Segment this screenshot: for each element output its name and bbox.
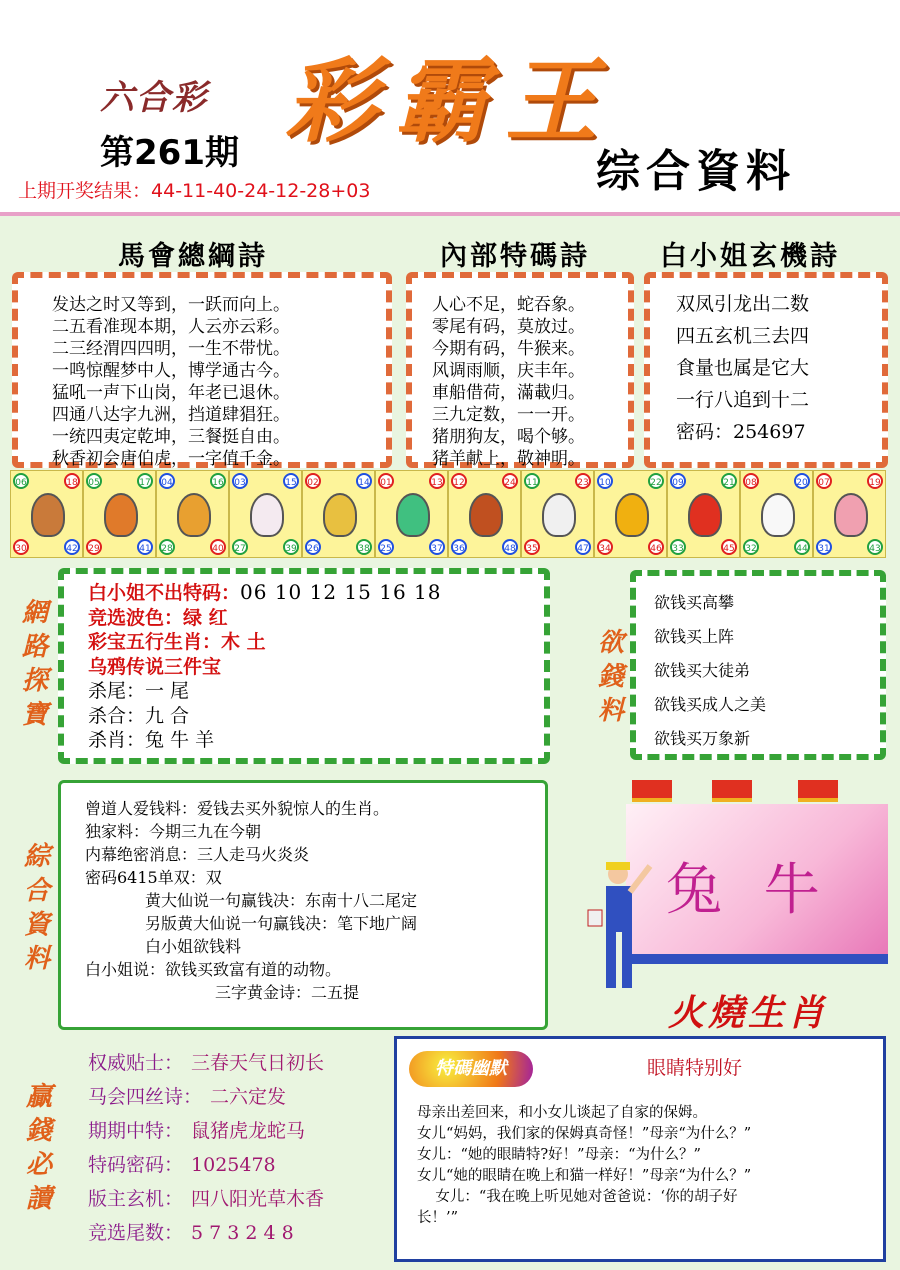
comprehensive-line: 曾道人爱钱料：爱钱去买外貌惊人的生肖。 [85, 799, 390, 818]
must-read-value: 1025478 [191, 1154, 276, 1176]
zodiac-number-ball: 20 [794, 473, 810, 489]
board-post-1 [632, 780, 672, 802]
issue-number: 第261期 [100, 133, 239, 173]
brand-small: 六合彩 [100, 78, 208, 118]
poem1-line: 一统四夷定乾坤，三餐挺自由。 [52, 427, 290, 447]
zodiac-number-ball: 40 [210, 539, 226, 555]
section-title-poem3: 白小姐玄機詩 [660, 241, 840, 272]
side-title-want-money: 欲錢料 [597, 628, 624, 726]
zodiac-number-ball: 06 [13, 473, 29, 489]
want-money-item: 欲钱买上阵 [654, 627, 735, 646]
zodiac-number-ball: 12 [451, 473, 467, 489]
poem2-line: 三九定数，一一开。 [432, 405, 585, 425]
zodiac-number-ball: 01 [378, 473, 394, 489]
comprehensive-line: 独家料：今期三九在今朝 [85, 822, 262, 841]
zodiac-animal-icon [323, 493, 357, 537]
zodiac-animal-icon [396, 493, 430, 537]
zodiac-number-ball: 37 [429, 539, 445, 555]
board-post-3 [798, 780, 838, 802]
last-result-value: 44-11-40-24-12-28+03 [151, 180, 371, 202]
poem2-line: 猪朋狗友，喝个够。 [432, 427, 585, 447]
zodiac-number-ball: 05 [86, 473, 102, 489]
zodiac-card [813, 470, 886, 558]
zodiac-card [667, 470, 740, 558]
last-result [18, 176, 370, 203]
humor-line: 长！’” [417, 1210, 459, 1226]
must-read-label: 马会四丝诗： [88, 1086, 203, 1108]
zodiac-number-ball: 39 [283, 539, 299, 555]
zodiac-number-ball: 11 [524, 473, 540, 489]
wave-color-line: 竞选波色：绿 红 [88, 606, 228, 629]
zodiac-card [83, 470, 156, 558]
section-title-poem1: 馬會總綱詩 [118, 241, 268, 272]
poem1-line: 发达之时又等到，一跃而向上。 [52, 295, 290, 315]
poem2-body [412, 278, 628, 470]
poem1-line: 二三经渭四四明，一生不带忧。 [52, 339, 290, 359]
zodiac-number-ball: 10 [597, 473, 613, 489]
poem3-line: 食量也属是它大 [676, 357, 810, 379]
poem3-line: 密码：254697 [676, 421, 806, 443]
poem2-line: 零尾有码，莫放过。 [432, 317, 585, 337]
want-money-item: 欲钱买万象新 [654, 729, 751, 748]
zodiac-animal-icon [615, 493, 649, 537]
comprehensive-line: 另版黄大仙说一句赢钱决：笔下地广阔 [145, 914, 418, 933]
comprehensive-line: 白小姐说：欲钱买致富有道的动物。 [85, 960, 342, 979]
zodiac-number-ball: 04 [159, 473, 175, 489]
must-read-row [88, 1080, 324, 1114]
poem2-frame [406, 272, 634, 468]
poem1-line: 秋香初会唐伯虎，一字值千金。 [52, 449, 290, 469]
zodiac-animal-icon [688, 493, 722, 537]
zodiac-number-ball: 22 [648, 473, 664, 489]
must-read-row [88, 1114, 324, 1148]
subtitle: 综合資料 [596, 146, 796, 197]
must-read-row [88, 1182, 324, 1216]
zodiac-number-ball: 27 [232, 539, 248, 555]
last-result-label: 上期开奖结果： [18, 180, 152, 202]
humor-text [417, 1103, 751, 1229]
side-title-must-read: 贏錢必讀 [25, 1082, 52, 1214]
zodiac-card [10, 470, 83, 558]
must-read-row [88, 1148, 324, 1182]
zodiac-number-ball: 34 [597, 539, 613, 555]
want-money-item: 欲钱买大徒弟 [654, 661, 751, 680]
zodiac-number-ball: 30 [13, 539, 29, 555]
section-title-poem2: 內部特碼詩 [440, 241, 590, 272]
side-title-net-treasure: 網路探寶 [21, 598, 48, 730]
zodiac-number-ball: 14 [356, 473, 372, 489]
zodiac-animal-icon [834, 493, 868, 537]
comprehensive-line: 密码6415单双：双 [85, 868, 222, 887]
want-money-item: 欲钱买成人之美 [654, 695, 767, 714]
side-title-comprehensive: 綜合資料 [23, 842, 50, 974]
must-read-value: 二六定发 [210, 1086, 287, 1108]
poem3-body [650, 278, 882, 448]
humor-line: 女儿：“她的眼睛特?好！”母亲：“为什么？” [417, 1147, 701, 1163]
zodiac-number-ball: 33 [670, 539, 686, 555]
zodiac-number-ball: 18 [64, 473, 80, 489]
zodiac-animal-icon [761, 493, 795, 537]
zodiac-number-ball: 24 [502, 473, 518, 489]
zodiac-card [229, 470, 302, 558]
crow-legend-line: 乌鸦传说三件宝 [88, 655, 222, 678]
humor-line: 女儿“妈妈，我们家的保姆真奇怪！”母亲“为什么？” [417, 1126, 752, 1142]
no-special-line [88, 580, 544, 606]
must-read-label: 竞选尾数： [88, 1222, 184, 1244]
zodiac-animal-icon [31, 493, 65, 537]
comprehensive-line: 黄大仙说一句赢钱决：东南十八二尾定 [145, 891, 418, 910]
zodiac-strip [10, 470, 890, 560]
zodiac-card [156, 470, 229, 558]
poem2-line: 車船借荷，滿載归。 [432, 383, 585, 403]
zodiac-number-ball: 38 [356, 539, 372, 555]
poem3-line: 四五玄机三去四 [676, 325, 810, 347]
humor-line: 母亲出差回来，和小女儿谈起了自家的保姆。 [417, 1105, 707, 1121]
zodiac-number-ball: 42 [64, 539, 80, 555]
billboard [626, 804, 888, 964]
kill-tail-line: 杀尾：一 尾 [88, 680, 190, 702]
zodiac-number-ball: 32 [743, 539, 759, 555]
no-special-label: 白小姐不出特码： [88, 582, 241, 604]
poem1-body [18, 278, 386, 470]
no-special-value: 06 10 12 15 16 18 [240, 580, 442, 604]
zodiac-number-ball: 16 [210, 473, 226, 489]
zodiac-number-ball: 46 [648, 539, 664, 555]
zodiac-card [448, 470, 521, 558]
zodiac-card [594, 470, 667, 558]
humor-title: 眼睛特别好 [647, 1057, 743, 1079]
zodiac-number-ball: 19 [867, 473, 883, 489]
billboard-text: 兔 牛 [666, 858, 832, 923]
zodiac-animal-icon [104, 493, 138, 537]
zodiac-animal-icon [250, 493, 284, 537]
poem3-line: 双凤引龙出二数 [676, 293, 810, 315]
header-divider [0, 212, 900, 216]
must-read-label: 版主玄机： [88, 1188, 184, 1210]
zodiac-number-ball: 09 [670, 473, 686, 489]
poem1-line: 四通八达字九洲，挡道肆猖狂。 [52, 405, 290, 425]
comprehensive-line: 内幕绝密消息：三人走马火炎炎 [85, 845, 310, 864]
poem2-line: 人心不足，蛇吞象。 [432, 295, 585, 315]
zodiac-number-ball: 15 [283, 473, 299, 489]
poem1-line: 一鸣惊醒梦中人，博学通古今。 [52, 361, 290, 381]
must-read-value: 5 7 3 2 4 8 [191, 1222, 294, 1244]
board-post-2 [712, 780, 752, 802]
zodiac-animal-icon [469, 493, 503, 537]
zodiac-card [302, 470, 375, 558]
want-money-item: 欲钱买高攀 [654, 593, 735, 612]
want-money-list [636, 576, 880, 756]
poem2-line: 猪羊献上，敬神明。 [432, 449, 585, 469]
kill-combo-line: 杀合：九 合 [88, 704, 190, 727]
zodiac-number-ball: 29 [86, 539, 102, 555]
brand-title: 彩霸王 [285, 47, 616, 155]
comprehensive-line: 白小姐欲钱料 [145, 937, 242, 956]
poem2-line: 风调雨顺，庆丰年。 [432, 361, 585, 381]
zodiac-number-ball: 02 [305, 473, 321, 489]
zodiac-number-ball: 17 [137, 473, 153, 489]
must-read-value: 鼠猪虎龙蛇马 [191, 1120, 306, 1142]
comprehensive-list [61, 783, 545, 1004]
zodiac-number-ball: 26 [305, 539, 321, 555]
must-read-value: 三春天气日初长 [191, 1052, 325, 1074]
five-elements-line: 彩宝五行生肖：木 土 [88, 631, 266, 653]
zodiac-number-ball: 23 [575, 473, 591, 489]
poem1-line: 二五看准现本期，人云亦云彩。 [52, 317, 290, 337]
zodiac-number-ball: 45 [721, 539, 737, 555]
zodiac-number-ball: 13 [429, 473, 445, 489]
painter-figure-icon [584, 860, 634, 1000]
zodiac-card [375, 470, 448, 558]
must-read-row [88, 1216, 324, 1250]
want-money-frame [630, 570, 886, 760]
zodiac-number-ball: 44 [794, 539, 810, 555]
poem2-line: 今期有码，牛猴来。 [432, 339, 585, 359]
zodiac-number-ball: 35 [524, 539, 540, 555]
humor-line: 女儿“她的眼睛在晚上和猫一样好！”母亲“为什么？” [417, 1168, 752, 1184]
poem1-line: 猛吼一声下山岗，年老已退休。 [52, 383, 290, 403]
zodiac-number-ball: 08 [743, 473, 759, 489]
must-read-label: 权威贴士： [88, 1052, 184, 1074]
zodiac-number-ball: 03 [232, 473, 248, 489]
zodiac-number-ball: 31 [816, 539, 832, 555]
board-caption: 火燒生肖 [668, 993, 829, 1034]
zodiac-number-ball: 47 [575, 539, 591, 555]
net-treasure-frame [58, 568, 550, 764]
comprehensive-frame [58, 780, 548, 1030]
must-read-label: 期期中特： [88, 1120, 184, 1142]
zodiac-number-ball: 25 [378, 539, 394, 555]
must-read-label: 特码密码： [88, 1154, 184, 1176]
zodiac-number-ball: 48 [502, 539, 518, 555]
zodiac-number-ball: 36 [451, 539, 467, 555]
zodiac-number-ball: 21 [721, 473, 737, 489]
humor-badge: 特碼幽默 [409, 1051, 533, 1087]
humor-box [394, 1036, 886, 1262]
poem3-line: 一行八追到十二 [676, 389, 810, 411]
zodiac-number-ball: 07 [816, 473, 832, 489]
zodiac-card [740, 470, 813, 558]
zodiac-animal-icon [177, 493, 211, 537]
zodiac-number-ball: 43 [867, 539, 883, 555]
zodiac-card [521, 470, 594, 558]
humor-line: 女儿：“我在晚上听见她对爸爸说：‘你的胡子好 [417, 1189, 738, 1205]
must-read-list [88, 1046, 324, 1250]
poem3-frame [644, 272, 888, 468]
must-read-row [88, 1046, 324, 1080]
comprehensive-line: 三字黄金诗：二五提 [215, 983, 360, 1002]
kill-zodiac-line: 杀肖：兔 牛 羊 [88, 729, 215, 751]
zodiac-number-ball: 28 [159, 539, 175, 555]
must-read-value: 四八阳光草木香 [191, 1188, 325, 1210]
zodiac-animal-icon [542, 493, 576, 537]
zodiac-number-ball: 41 [137, 539, 153, 555]
poem1-frame [12, 272, 392, 468]
